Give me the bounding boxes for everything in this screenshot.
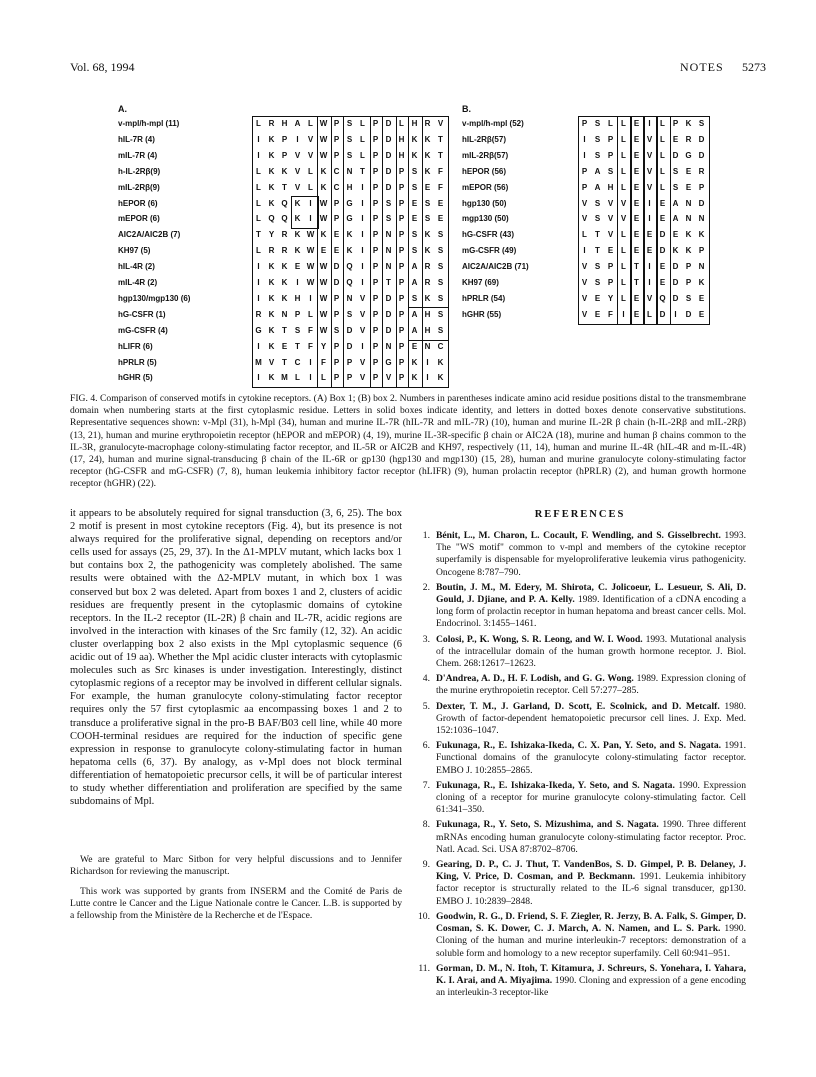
reference-entry [414,859,746,908]
page-number: 5273 [742,60,766,74]
sequence-residues: P A S L E V L S E R [581,166,705,176]
reference-number: 7. [422,779,430,791]
panel-a-label: A. [118,104,127,114]
reference-number: 1. [422,530,430,541]
sequence-residues: L Q Q K I W P G I P S P E S E [256,214,444,224]
sequence-label: mEPOR (56) [462,182,509,192]
references-heading: REFERENCES [534,509,626,520]
reference-details: 1991. Leukemia inhibitory factor receptor is structurally related to the IL-6 signal transducer, gp130. EMBO J. 10:2839–2848. [436,871,746,907]
sequence-residues: R K N P L W P S V P D P A H S [255,309,444,319]
sequence-label: hGHR (5) [118,373,153,383]
acknowledgment-paragraph: We are grateful to Marc Sitbon for very helpful discussions and to Jennifer Richardson for reviewing the manuscript. [70,854,402,877]
sequence-label: hPRLR (54) [462,293,506,303]
reference-entry [414,582,746,631]
sequence-label: hIL-2Rβ(57) [462,134,506,144]
reference-entry [414,701,746,738]
sequence-residues: L R H A L W P S L P D L H R V [256,119,444,128]
sequence-residues: G K T S F W S D V P D P A H S [255,325,444,335]
sequence-label: mgp130 (50) [462,214,509,224]
reference-entry [414,911,746,960]
sequence-label: hG-CSFR (1) [118,309,166,319]
sequence-label: hIL-7R (4) [118,134,155,144]
sequence-label: mEPOR (6) [118,214,160,224]
reference-authors: Dexter, T. M., J. Garland, D. Scott, E. Scolnick, and D. Metcalf. [436,700,720,712]
reference-number: 4. [422,673,430,685]
sequence-label: hG-CSFR (43) [462,230,514,240]
reference-number: 3. [422,633,430,645]
sequence-residues: I K P V V W P S L P D H K K T [257,150,443,160]
sequence-residues: L R R K W E E K I P N P S K S [256,246,444,256]
reference-authors: Boutin, J. M., M. Edery, M. Shirota, C. Jolicoeur, L. Lesueur, S. Ali, D. Gould, J. Djiane, and P. A. Kelly. [436,581,746,606]
sequence-residues: V S V V E I E A N D [581,198,705,208]
body-text-column [70,507,402,808]
section-title: NOTES [680,60,724,74]
sequence-residues: I K K E W W D Q I P N P A R S [257,262,444,272]
acknowledgments [70,854,402,930]
sequence-label: mG-CSFR (4) [118,325,168,335]
sequence-residues: P S L L E I L P K S [581,119,705,128]
reference-entry [414,530,746,579]
reference-details: 1990. Three different mRNAs encoding human granulocyte colony-stimulating factor receptor. Proc. Natl. Acad. Sci. USA 87:8702–8706. [436,819,747,855]
reference-number: 5. [422,700,430,712]
reference-details: 1989. Identification of a cDNA encoding a long form of prolactin receptor in human hepatoma and breast cancer cells. Mol. Endocrinol. 3:1455–1461. [436,594,746,630]
sequence-label: mIL-4R (2) [118,278,158,287]
sequence-residues: I K K I W W D Q I P T P A R S [257,278,444,287]
reference-authors: Gorman, D. M., N. Itoh, T. Kitamura, J. Schreurs, S. Yonehara, I. Yahara, K. I. Arai, and A. Miyajima. [436,962,746,986]
volume-year: Vol. 68, 1994 [70,60,135,74]
reference-authors: Fukunaga, R., E. Ishizaka-Ikeda, C. X. Pan, Y. Seto, and S. Nagata. [436,740,722,752]
body-paragraph: it appears to be absolutely required for signal transduction (3, 6, 25). The box 2 motif is present in most cytokine receptors (Fig. 4), but its presence is not always required for the proliferative signal, depending on receptors and/or cells used for assays (25, 29, 37). In the Δ1-MPLV mutant, which lacks box 1 but contains box 2, the pathogenicity was completely abolished. The same results were obtained with the Δ2-MPLV mutant, in which box 1 was conserved but box 2 was deleted. Apart from boxes 1 and 2, clusters of acidic residues are frequently present in the cytoplasmic domains of cytokine receptors. In the IL-2 receptor (IL-2R) β chain and IL-7R, acidic regions are involved in the interaction with kinases of the Src family (12, 32). An acidic cluster overlapping box 2 also exists in the Mpl cytoplasmic sequence (6 acidic out of 19 aa). Whether the Mpl acidic cluster interacts with cytoplasmic molecules such as Src kinases is under investigation. Interestingly, distinct cytoplasmic regions of a receptor may be involved in different cellular signals. For example, the human granulocyte colony-stimulating factor receptor requires only the 57 first cytoplasmic aa encompassing boxes 1 and 2 to transduce a proliferative signal in the pro-B BAF/B03 cell line, while 40 more COOH-terminal residues are required for the induction of specific gene expression in response to granulocyte colony-stimulating factor in human hepatoma cells (6, 37). By analogy, as v-Mpl does not block terminal differentiation of hematopoietic precursor cells, it will be of particular interest to study whether differentiation and proliferation are specified by the same subdomains of Mpl. [70,508,402,808]
sequence-label: mG-CSFR (49) [462,246,517,256]
reference-authors: Colosi, P., K. Wong, S. R. Leong, and W. I. Wood. [436,633,643,645]
sequence-label: hEPOR (6) [118,198,158,208]
sequence-residues: I K P I V W P S L P D H K K T [257,134,443,144]
reference-authors: Goodwin, R. G., D. Friend, S. F. Ziegler, R. Jerzy, B. A. Falk, S. Gimper, D. Cosman, S. K. Dower, C. J. March, A. N. Namen, and L. S. Park. [436,910,746,935]
reference-entry [414,673,746,697]
reference-entry [414,740,746,777]
reference-details: 1990. Cloning of the human and murine interleukin-7 receptors: demonstration of a soluble form and homology to a new receptor superfamily. Cell 60:941–951. [436,923,746,959]
reference-number: 8. [422,819,430,831]
reference-entry [414,963,746,1000]
sequence-residues: M V T C I F P P V P G P K I K [255,357,444,367]
reference-details: 1989. Expression cloning of the murine erythropoietin receptor. Cell 57:277–285. [436,673,746,697]
sequence-residues: T Y R K W K E K I P N P S K S [256,230,444,240]
sequence-residues: V S P L T I E D P K [581,278,705,287]
sequence-residues: I T E L E E D K K P [583,246,705,256]
reference-authors: Bénit, L., M. Charon, L. Cocault, F. Wendling, and S. Gisselbrecht. [436,530,721,541]
reference-details: 1991. Functional domains of the granulocyte colony-stimulating factor receptor. EMBO J. 10:2855–2865. [436,740,746,776]
sequence-residues: L K Q K I W P G I P S P E S E [256,198,444,208]
references-list [414,530,746,1002]
sequence-label: hEPOR (56) [462,166,507,176]
sequence-residues: I S P L E V L E R D [583,134,705,144]
reference-number: 6. [422,740,430,752]
sequence-label: AIC2A/AIC2B (7) [118,230,181,240]
sequence-label: hGHR (55) [462,309,502,319]
sequence-residues: L K K V L K C N T P D P S K F [256,166,443,176]
reference-authors: D'Andrea, A. D., H. F. Lodish, and G. G. Wong. [436,673,634,685]
reference-details: 1993. The "WS motif" common to v-mpl and members of the cytokine receptor superfamily is dispensable for myeloproliferative leukemia virus pathogenicity. Oncogene 8:787–790. [436,530,746,578]
reference-authors: Fukunaga, R., Y. Seto, S. Mizushima, and S. Nagata. [436,819,659,831]
sequence-label: mIL-2Rβ(9) [118,182,160,192]
sequence-label: v-mpl/h-mpl (11) [118,119,180,128]
reference-details: 1993. Mutational analysis of the intracellular domain of the human growth hormone receptor. J. Biol. Chem. 268:12617–12623. [436,633,746,670]
sequence-residues: V S V V E I E A N N [581,214,705,224]
sequence-label: hgp130/mgp130 (6) [118,293,191,303]
sequence-label: v-mpl/h-mpl (52) [462,119,524,128]
sequence-label: AIC2A/AIC2B (71) [462,262,529,272]
sequence-residues: I K M L I L P P V P V P K I K [257,373,444,383]
sequence-residues: I S P L E V L D G D [583,150,705,160]
reference-number: 10. [418,910,430,922]
sequence-label: KH97 (5) [118,246,151,256]
reference-entry [414,780,746,817]
reference-authors: Fukunaga, R., E. Ishizaka-Ikeda, Y. Seto, and S. Nagata. [436,779,675,791]
reference-authors: Gearing, D. P., C. J. Thut, T. VandenBos, S. D. Gimpel, P. B. Delaney, J. King, V. Price, D. Cosman, and P. Beckmann. [436,859,746,883]
sequence-label: hPRLR (5) [118,357,157,367]
sequence-residues: L T V L E E D E K K [582,230,705,240]
sequence-residues: V E F I E L D I D E [581,309,705,319]
sequence-label: KH97 (69) [462,278,499,287]
sequence-residues: L K T V L K C H I P D P S E F [256,182,443,192]
sequence-label: hgp130 (50) [462,198,507,208]
sequence-residues: V S P L T I E D P N [581,262,705,272]
sequence-residues: V E Y L E V Q D S E [581,293,705,303]
panel-b-label: B. [462,104,471,114]
reference-details: 1990. Cloning and expression of a gene encoding an interleukin-3 receptor-like [436,974,746,999]
funding-paragraph: This work was supported by grants from INSERM and the Comité de Paris de Lutte contre le Cancer and the Ligue Nationale contre le Cancer. L.B. is supported by a fellowship from the Ministère de la Recherche et de l'Espace. [70,886,402,921]
figure-caption: FIG. 4. Comparison of conserved motifs in cytokine receptors. (A) Box 1; (B) box 2. Numbers in parentheses indicate amino acid residue positions distal to the transmembrane domain when numbering starts at the first cytoplasmic residue. Letters in solid boxes indicate identity, and letters in dotted boxes denote conservative substitutions. Representative sequences shown: v-Mpl (31), h-Mpl (34), human and murine IL-7R (hIL-7R and mIL-7R) (10), human and murine IL-2R β chain (h-IL-2Rβ and mIL-2Rβ) (13, 21), human and murine erythropoietin receptor (hEPOR and mEPOR) (4, 19), murine IL-3R-specific β chain or AIC2A (18), murine and human β chains common to the IL-3R, granulocyte-macrophage colony-stimulating factor receptor, and IL-5R or AIC2B and KH97, respectively (11, 14), human and murine IL-4R (hIL-4R and m-IL-4R) (17, 24), human and murine signal-transducing β chain of the IL-6R or gp130 (hgp130 and mgp130) (15, 28), human and murine granulocyte colony-stimulating factor receptor (hG-CSFR and mG-CSFR) (7, 8), human leukemia inhibitory factor receptor (hLIFR) (9), human prolactin receptor (hPRLR) (2), and human growth hormone receptor (hGHR) (22). [70,393,746,490]
sequence-label: mIL-2Rβ(57) [462,150,509,160]
reference-details: 1980. Growth of factor-dependent hematopoietic precursor cell lines. J. Exp. Med. 152:1036–1047. [436,700,747,737]
sequence-label: hIL-4R (2) [118,262,155,272]
sequence-label: mIL-7R (4) [118,150,158,160]
sequence-residues: I K E T F Y P D I P N P E N C [257,341,444,351]
reference-entry [414,819,746,856]
reference-number: 9. [422,859,430,871]
sequence-residues: I K K H I W P N V P D P S K S [257,293,444,303]
sequence-residues: P A H L E V L S E P [581,182,705,192]
sequence-label: hLIFR (6) [118,341,153,351]
sequence-label: h-IL-2Rβ(9) [118,166,161,176]
reference-number: 2. [422,581,430,593]
reference-number: 11. [418,962,430,974]
reference-entry [414,634,746,671]
reference-details: 1990. Expression cloning of a receptor for murine granulocyte colony-stimulating factor. Cell 61:341–350. [436,779,746,816]
